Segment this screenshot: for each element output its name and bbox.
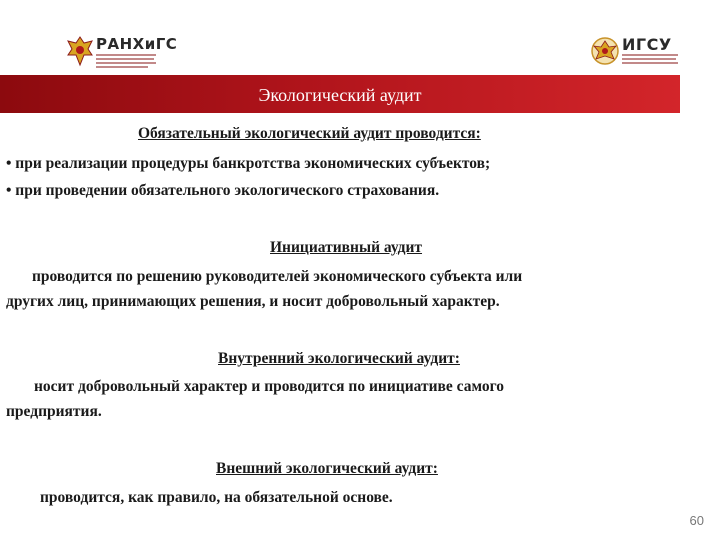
initiative-audit-text-2: других лиц, принимающих решения, и носит добровольный характер.	[6, 293, 500, 310]
mandatory-audit-heading: Обязательный экологический аудит проводится:	[138, 125, 481, 142]
internal-audit-text-1: носит добровольный характер и проводится по инициативе самого	[34, 378, 504, 395]
ranepa-logo-text: РАНХиГС	[96, 35, 178, 53]
external-audit-heading: Внешний экологический аудит:	[216, 460, 438, 477]
eagle-emblem-icon	[590, 35, 620, 67]
internal-audit-heading: Внутренний экологический аудит:	[218, 350, 460, 367]
mandatory-audit-item-2: • при проведении обязательного экологического страхования.	[6, 182, 440, 199]
internal-audit-text-2: предприятия.	[6, 403, 102, 420]
external-audit-text-1: проводится, как правило, на обязательной основе.	[40, 489, 393, 506]
ranepa-logo	[66, 35, 178, 69]
ranepa-logo-caption	[96, 54, 156, 70]
igsu-logo-text: ИГСУ	[622, 35, 672, 54]
initiative-audit-heading: Инициативный аудит	[270, 239, 423, 256]
mandatory-audit-item-1: • при реализации процедуры банкротства экономических субъектов;	[6, 155, 491, 172]
igsu-logo-caption	[622, 54, 678, 66]
igsu-logo	[590, 35, 690, 69]
eagle-emblem-icon	[66, 35, 94, 67]
slide-title: Экологический аудит	[258, 85, 422, 105]
page-number: 60	[689, 513, 704, 528]
title-banner	[0, 75, 680, 113]
initiative-audit-text-1: проводится по решению руководителей экономического субъекта или	[32, 268, 523, 285]
